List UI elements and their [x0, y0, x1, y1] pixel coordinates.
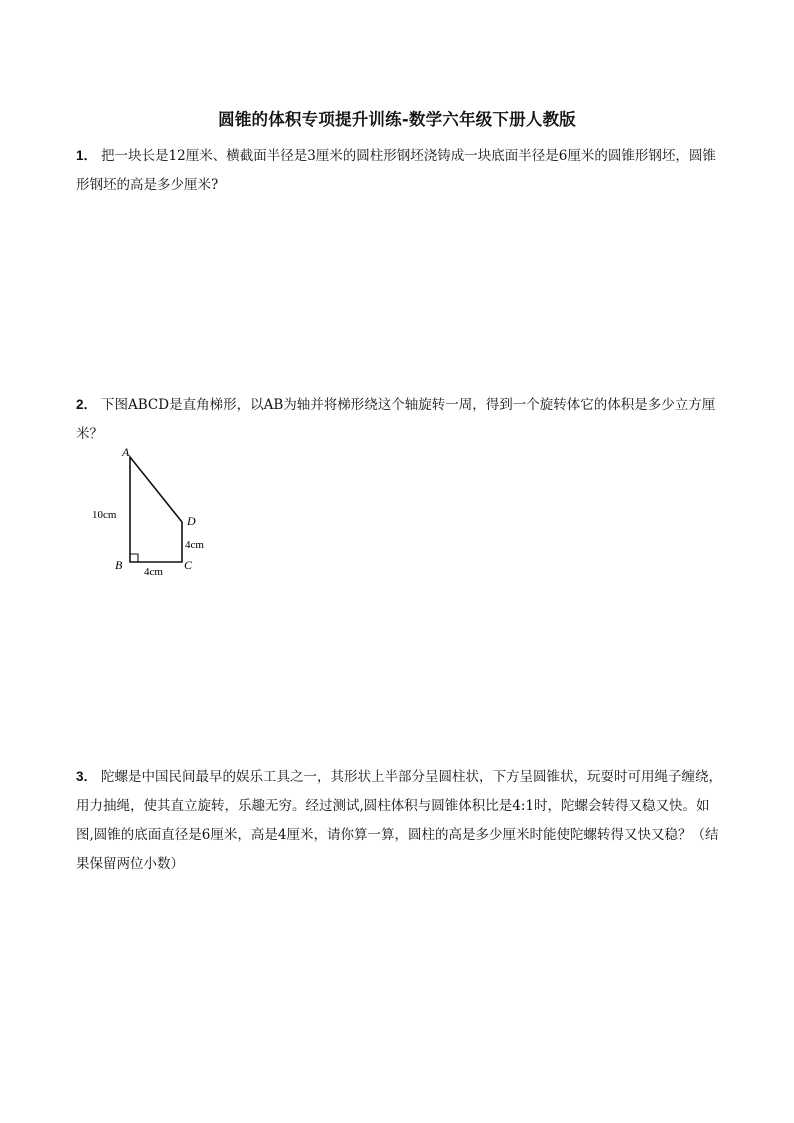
length-label-ab: 10cm	[92, 509, 117, 521]
question-1	[76, 141, 724, 200]
question-text: 把一块长是12厘米、横截面半径是3厘米的圆柱形钢坯浇铸成一块底面半径是6厘米的圆锥形钢坯，圆锥形钢坯的高是多少厘米?	[76, 148, 716, 193]
length-label-bc: 4cm	[144, 566, 163, 578]
question-text: 下图ABCD是直角梯形，以AB为轴并将梯形绕这个轴旋转一周，得到一个旋转体它的体积是多少立方厘米？	[76, 397, 716, 442]
question-number: 3．	[76, 769, 98, 784]
question-text: 陀螺是中国民间最早的娱乐工具之一，其形状上半部分呈圆柱状，下方呈圆锥状，玩耍时可用绳子缠绕，用力抽绳，使其直立旋转，乐趣无穷。经过测试,圆柱体积与圆锥体积比是4:1时，陀螺会转得又稳又快。如图,圆锥的底面直径是6厘米，高是4厘米，请你算一算，圆柱的高是多少厘米时能使陀螺转得又快又稳？（结果保留两位小数）	[76, 769, 723, 872]
vertex-label-b: B	[115, 558, 123, 572]
trapezoid-shape	[130, 457, 182, 562]
length-label-cd: 4cm	[185, 539, 204, 551]
vertex-label-d: D	[187, 514, 196, 528]
vertex-label-c: C	[184, 558, 193, 572]
page-title: 圆锥的体积专项提升训练-数学六年级下册人教版	[218, 110, 576, 129]
vertex-label-a: A	[122, 445, 130, 459]
trapezoid-diagram	[88, 444, 218, 580]
question-number: 1．	[76, 148, 98, 163]
right-angle-mark	[130, 554, 138, 562]
trapezoid-figure	[88, 444, 218, 580]
question-2	[76, 390, 724, 449]
question-3	[76, 762, 724, 879]
question-number: 2．	[76, 397, 98, 412]
